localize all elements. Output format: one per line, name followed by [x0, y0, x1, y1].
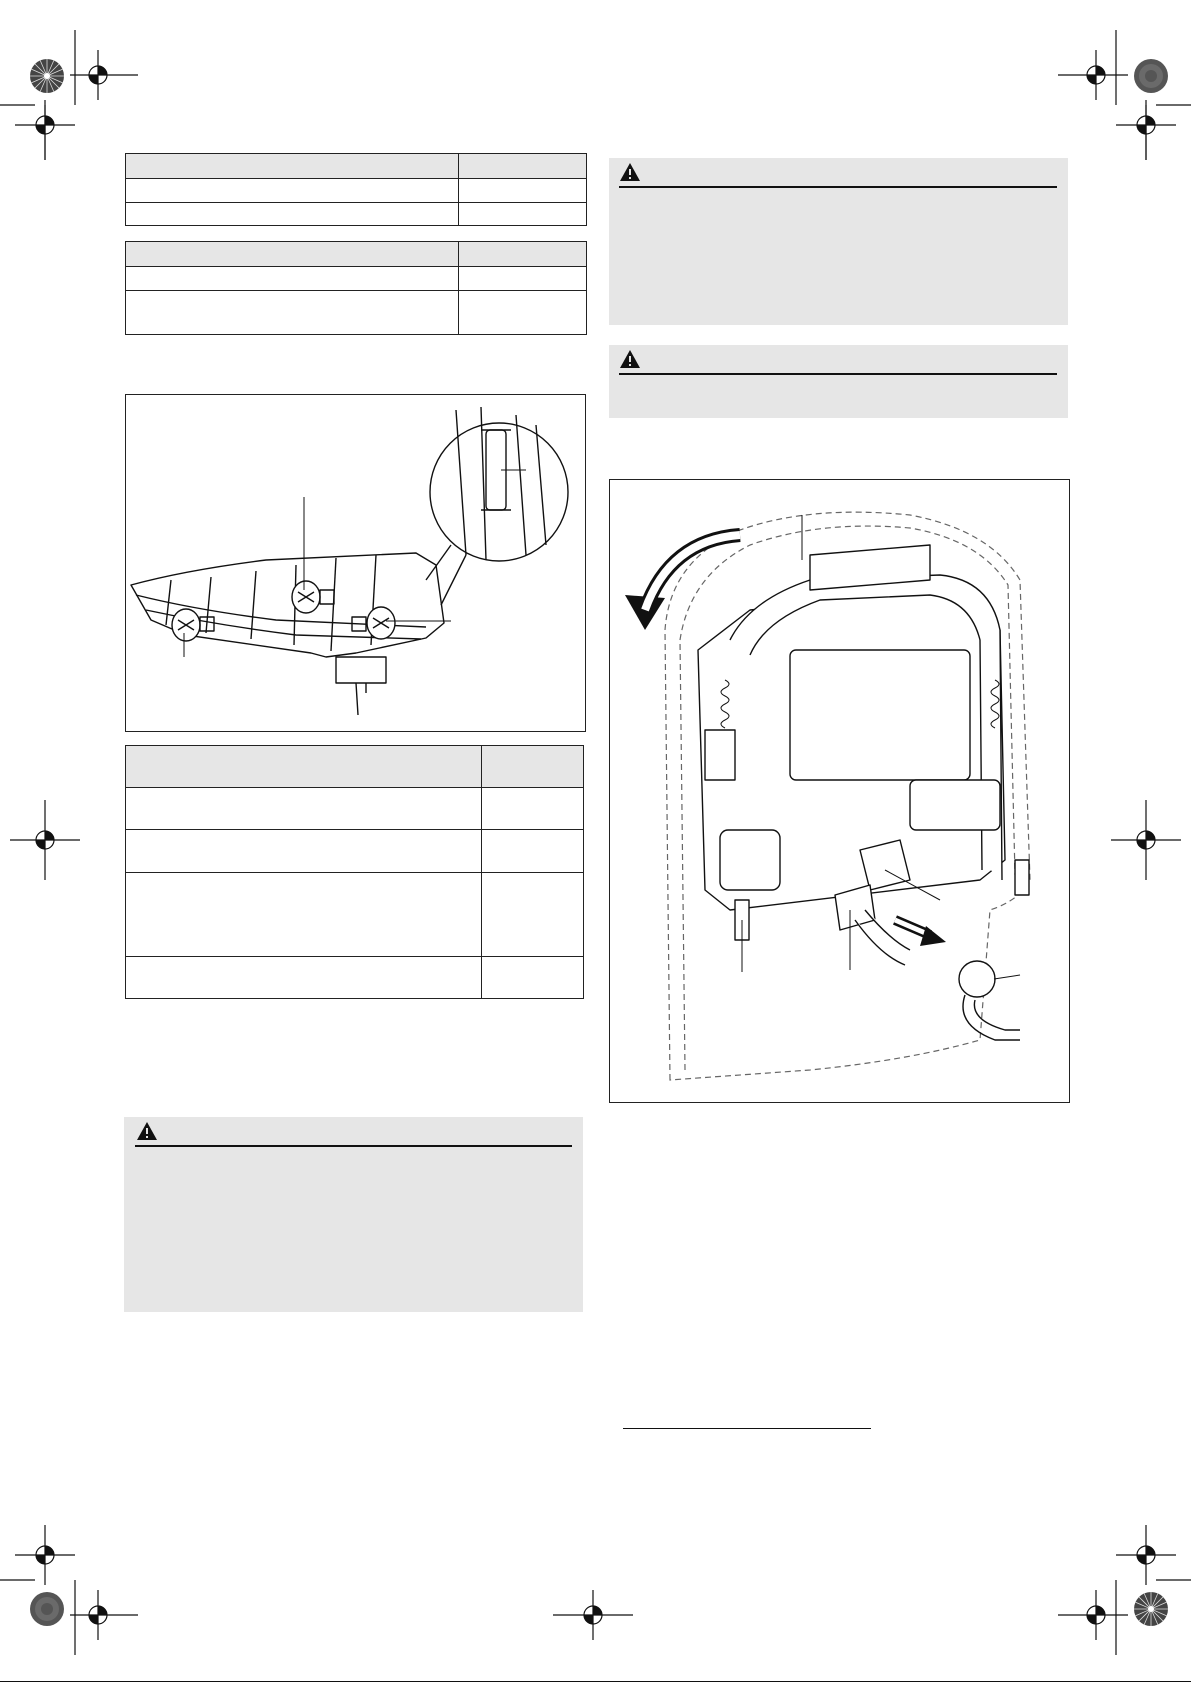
- spec-table-2: [125, 241, 587, 335]
- registration-mark-right-middle: [1111, 800, 1181, 880]
- table-cell: [126, 830, 482, 873]
- table-cell: [482, 788, 584, 830]
- figure-machine-hitch: [609, 479, 1070, 1103]
- lamp-cluster-drawing: [126, 395, 585, 731]
- table-cell: [126, 873, 482, 957]
- registration-mark-left-top: [15, 100, 75, 160]
- warning-rule: [619, 186, 1057, 188]
- table-cell: [126, 291, 459, 335]
- warning-box-right-2: [609, 345, 1068, 418]
- table-cell: [459, 267, 587, 291]
- spec-table-3: [125, 745, 584, 999]
- table-cell: [126, 957, 482, 999]
- table-cell: [482, 873, 584, 957]
- warning-box-left: [124, 1117, 583, 1312]
- registration-mark-top-left: [70, 50, 140, 100]
- registration-mark-right-top: [1116, 100, 1176, 160]
- table-cell: [459, 179, 587, 203]
- table-cell: [482, 957, 584, 999]
- color-registration-wheel-top-right: [1132, 57, 1170, 95]
- color-registration-wheel-top-left: [28, 57, 66, 95]
- table-cell: [482, 830, 584, 873]
- page-label-fragment: [655, 1676, 715, 1685]
- table-cell: [126, 788, 482, 830]
- table-cell: [126, 203, 459, 226]
- table-header-cell: [459, 242, 587, 267]
- warning-rule: [135, 1145, 572, 1147]
- bottom-edge-rule: [0, 1681, 1191, 1682]
- color-registration-wheel-bottom-left: [28, 1590, 66, 1628]
- registration-mark-right-bottom: [1116, 1525, 1176, 1585]
- table-cell: [126, 179, 459, 203]
- machine-hitch-drawing: [610, 480, 1069, 1102]
- registration-mark-bottom-right: [1058, 1590, 1128, 1640]
- warning-box-right-1: [609, 158, 1068, 325]
- table-header-cell: [482, 746, 584, 788]
- table-header-cell: [459, 154, 587, 179]
- table-cell: [459, 203, 587, 226]
- footnote-separator: [623, 1428, 871, 1429]
- spec-table-1: [125, 153, 587, 226]
- figure-lamp-cluster: [125, 394, 586, 732]
- registration-mark-left-middle: [10, 800, 80, 880]
- warning-triangle-icon: [136, 1121, 158, 1141]
- registration-mark-left-bottom: [15, 1525, 75, 1585]
- table-header-cell: [126, 746, 482, 788]
- color-registration-wheel-bottom-right: [1132, 1590, 1170, 1628]
- warning-triangle-icon: [619, 349, 641, 369]
- table-header-cell: [126, 242, 459, 267]
- table-header-cell: [126, 154, 459, 179]
- table-cell: [459, 291, 587, 335]
- warning-rule: [619, 373, 1057, 375]
- table-cell: [126, 267, 459, 291]
- registration-mark-top-right: [1058, 50, 1128, 100]
- warning-triangle-icon: [619, 162, 641, 182]
- registration-mark-bottom-center: [553, 1590, 633, 1640]
- registration-mark-bottom-left: [70, 1590, 140, 1640]
